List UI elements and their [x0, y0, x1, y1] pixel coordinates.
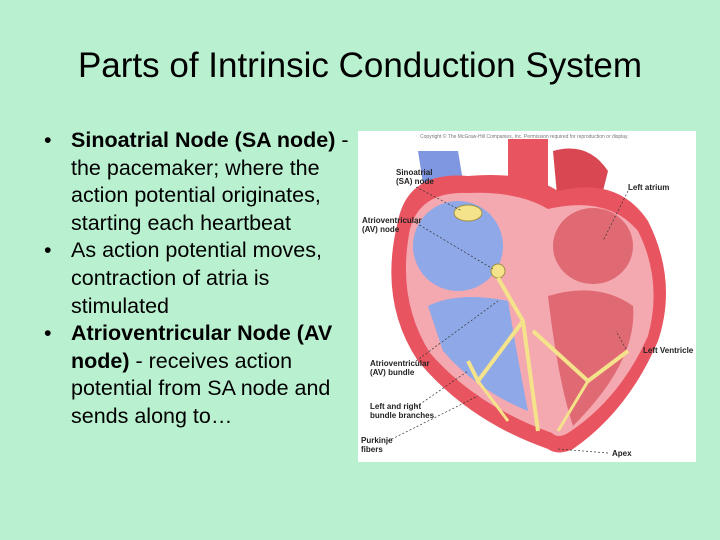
label-line: Left and right — [370, 402, 422, 411]
bullet-text: - the pacemaker; where the action potential originates, starting each heartbeat — [71, 128, 349, 235]
heart-conduction-figure — [358, 131, 696, 462]
label-purkinje-fibers — [361, 436, 393, 454]
label-line: (SA) node — [396, 177, 434, 186]
label-line: Atrioventricular — [370, 359, 430, 368]
label-av-node — [362, 216, 422, 234]
bullet-marker: • — [44, 321, 52, 346]
bullet-marker: • — [44, 128, 52, 152]
label-av-bundle — [370, 359, 430, 377]
copyright-notice: Copyright © The McGraw-Hill Companies, Inc. Permission required for reproduction or display. — [420, 134, 629, 140]
bullet-bold-text: Sinoatrial Node (SA node) — [71, 128, 336, 152]
bullet-item — [42, 127, 352, 237]
bullet-list — [42, 127, 352, 431]
label-line: bundle branches — [370, 411, 435, 420]
bullet-text: As action potential moves, contraction of atria is stimulated — [71, 238, 322, 318]
label-apex: Apex — [612, 449, 632, 458]
bullet-marker: • — [44, 238, 52, 263]
label-bundle-branches — [370, 402, 434, 420]
bullet-item — [42, 320, 352, 430]
label-sa-node — [396, 168, 434, 186]
bullet-text: - receives action potential from SA node and sends along to… — [71, 348, 331, 428]
slide-title: Parts of Intrinsic Conduction System — [77, 46, 643, 85]
label-line: (AV) node — [362, 225, 400, 234]
av-node-shape — [491, 264, 505, 278]
label-left-ventricle: Left Ventricle — [643, 346, 694, 355]
bullet-item — [42, 237, 352, 320]
label-left-atrium: Left atrium — [628, 183, 670, 192]
label-line: Sinoatrial — [396, 168, 433, 177]
sa-node-shape — [454, 205, 482, 221]
left-atrium-shape — [553, 208, 633, 284]
label-line: (AV) bundle — [370, 368, 415, 377]
label-line: Atrioventricular — [362, 216, 422, 225]
label-line: Purkinje — [361, 436, 393, 445]
bullet-bold-text: Atrioventricular Node (AV node) — [71, 321, 333, 373]
label-line: fibers — [361, 445, 383, 454]
